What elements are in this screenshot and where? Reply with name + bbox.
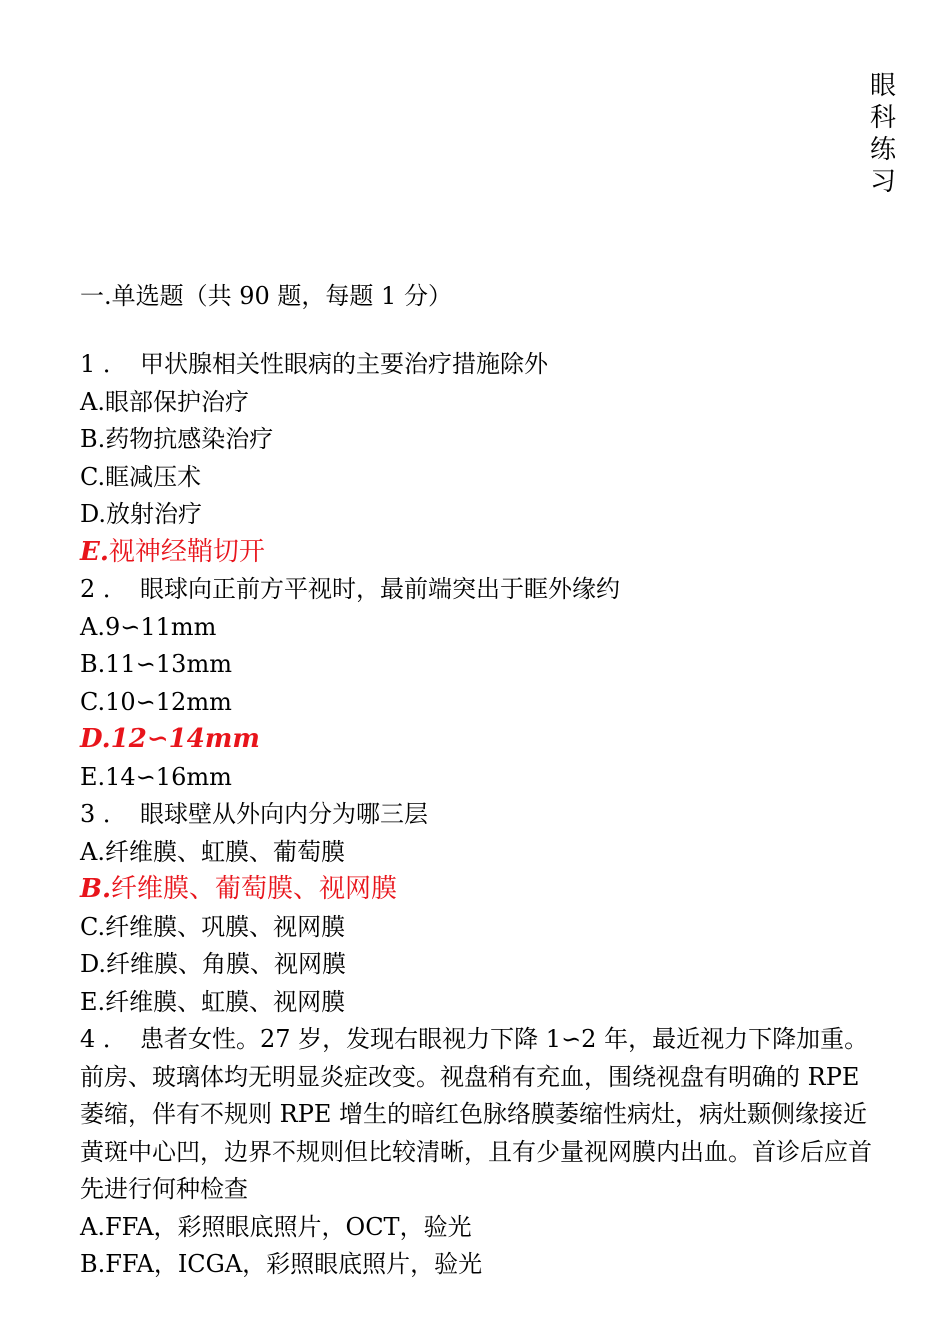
option-letter: B. <box>80 1250 106 1278</box>
question-text: 甲状腺相关性眼病的主要治疗措施除外 <box>140 350 548 378</box>
option-letter: E. <box>80 987 106 1016</box>
option-text: 眶减压术 <box>105 462 202 491</box>
option-d <box>80 496 880 534</box>
question-number: 2 ． <box>80 575 127 603</box>
option-text: 视神经鞘切开 <box>108 536 265 567</box>
option-text: 12∽14mm <box>110 724 260 754</box>
option-letter: C. <box>80 912 106 941</box>
option-a <box>80 609 880 647</box>
option-letter: C. <box>80 687 106 716</box>
page-title-char: 科 <box>869 103 896 133</box>
option-letter: E. <box>80 762 106 791</box>
option-text: FFA，彩照眼底照片，OCT，验光 <box>104 1212 472 1241</box>
option-b-correct-answer <box>80 871 880 909</box>
option-b <box>80 1246 880 1284</box>
option-text: 纤维膜、虹膜、葡萄膜 <box>104 837 345 866</box>
option-c <box>80 459 880 497</box>
option-text: 眼部保护治疗 <box>104 387 249 416</box>
question-text: 患者女性。27 岁，发现右眼视力下降 1∽2 年，最近视力下降加重。前房、玻璃体均无明显炎症改变。视盘稍有充血，围绕视盘有明确的 RPE 萎缩，伴有不规则 RPE 增生的暗红色脉络膜萎缩性病灶，病灶颞侧缘接近黄斑中心凹，边界不规则但比较清晰，且有少量视网膜内出血。首诊后应首先进行何种检查 <box>80 1025 872 1203</box>
option-text: FFA，ICGA，彩照眼底照片，验光 <box>105 1250 483 1278</box>
question-stem <box>80 571 880 609</box>
page-title-char: 练 <box>869 135 896 165</box>
option-text: 放射治疗 <box>106 500 203 528</box>
option-b <box>80 646 880 684</box>
option-a <box>80 834 880 872</box>
option-text: 10∽12mm <box>105 687 232 716</box>
option-text: 14∽16mm <box>105 762 232 791</box>
question-number: 1 ． <box>80 350 127 378</box>
question-4 <box>80 1021 880 1284</box>
page-title <box>866 70 900 198</box>
option-d-correct-answer <box>80 721 880 759</box>
option-c <box>80 909 880 947</box>
question-stem <box>80 796 880 834</box>
option-text: 11∽13mm <box>105 650 232 678</box>
option-letter: D. <box>80 500 107 528</box>
option-text: 药物抗感染治疗 <box>105 425 274 453</box>
option-letter: A. <box>80 1212 105 1241</box>
option-a <box>80 384 880 422</box>
option-letter: A. <box>80 837 105 866</box>
option-text: 纤维膜、葡萄膜、视网膜 <box>111 874 398 904</box>
option-letter: E. <box>80 536 109 567</box>
option-letter: D. <box>80 950 107 978</box>
question-number: 3 ． <box>80 800 127 828</box>
document-body <box>80 278 880 1284</box>
option-a <box>80 1209 880 1247</box>
option-letter: D. <box>80 724 111 754</box>
option-letter: C. <box>80 462 106 491</box>
option-letter: A. <box>80 387 105 416</box>
option-letter: B. <box>80 650 106 678</box>
option-e <box>80 759 880 797</box>
option-text: 纤维膜、巩膜、视网膜 <box>105 912 346 941</box>
question-1 <box>80 346 880 571</box>
option-text: 纤维膜、虹膜、视网膜 <box>105 987 346 1016</box>
option-letter: B. <box>80 874 112 904</box>
option-e <box>80 984 880 1022</box>
option-text: 纤维膜、角膜、视网膜 <box>106 950 347 978</box>
option-letter: B. <box>80 425 106 453</box>
question-stem <box>80 346 880 384</box>
option-text: 9∽11mm <box>104 612 217 641</box>
question-2 <box>80 571 880 796</box>
option-c <box>80 684 880 722</box>
question-3 <box>80 796 880 1021</box>
question-number: 4 ． <box>80 1025 127 1053</box>
option-letter: A. <box>80 612 105 641</box>
option-b <box>80 421 880 459</box>
page-title-char: 习 <box>869 167 896 197</box>
question-text: 眼球壁从外向内分为哪三层 <box>140 800 428 828</box>
section-title: 一.单选题（共 90 题，每题 1 分） <box>80 282 452 310</box>
option-d <box>80 946 880 984</box>
question-stem <box>80 1021 880 1209</box>
option-e-correct-answer <box>80 534 880 572</box>
question-text: 眼球向正前方平视时，最前端突出于眶外缘约 <box>140 575 620 603</box>
page-title-char: 眼 <box>869 71 896 101</box>
